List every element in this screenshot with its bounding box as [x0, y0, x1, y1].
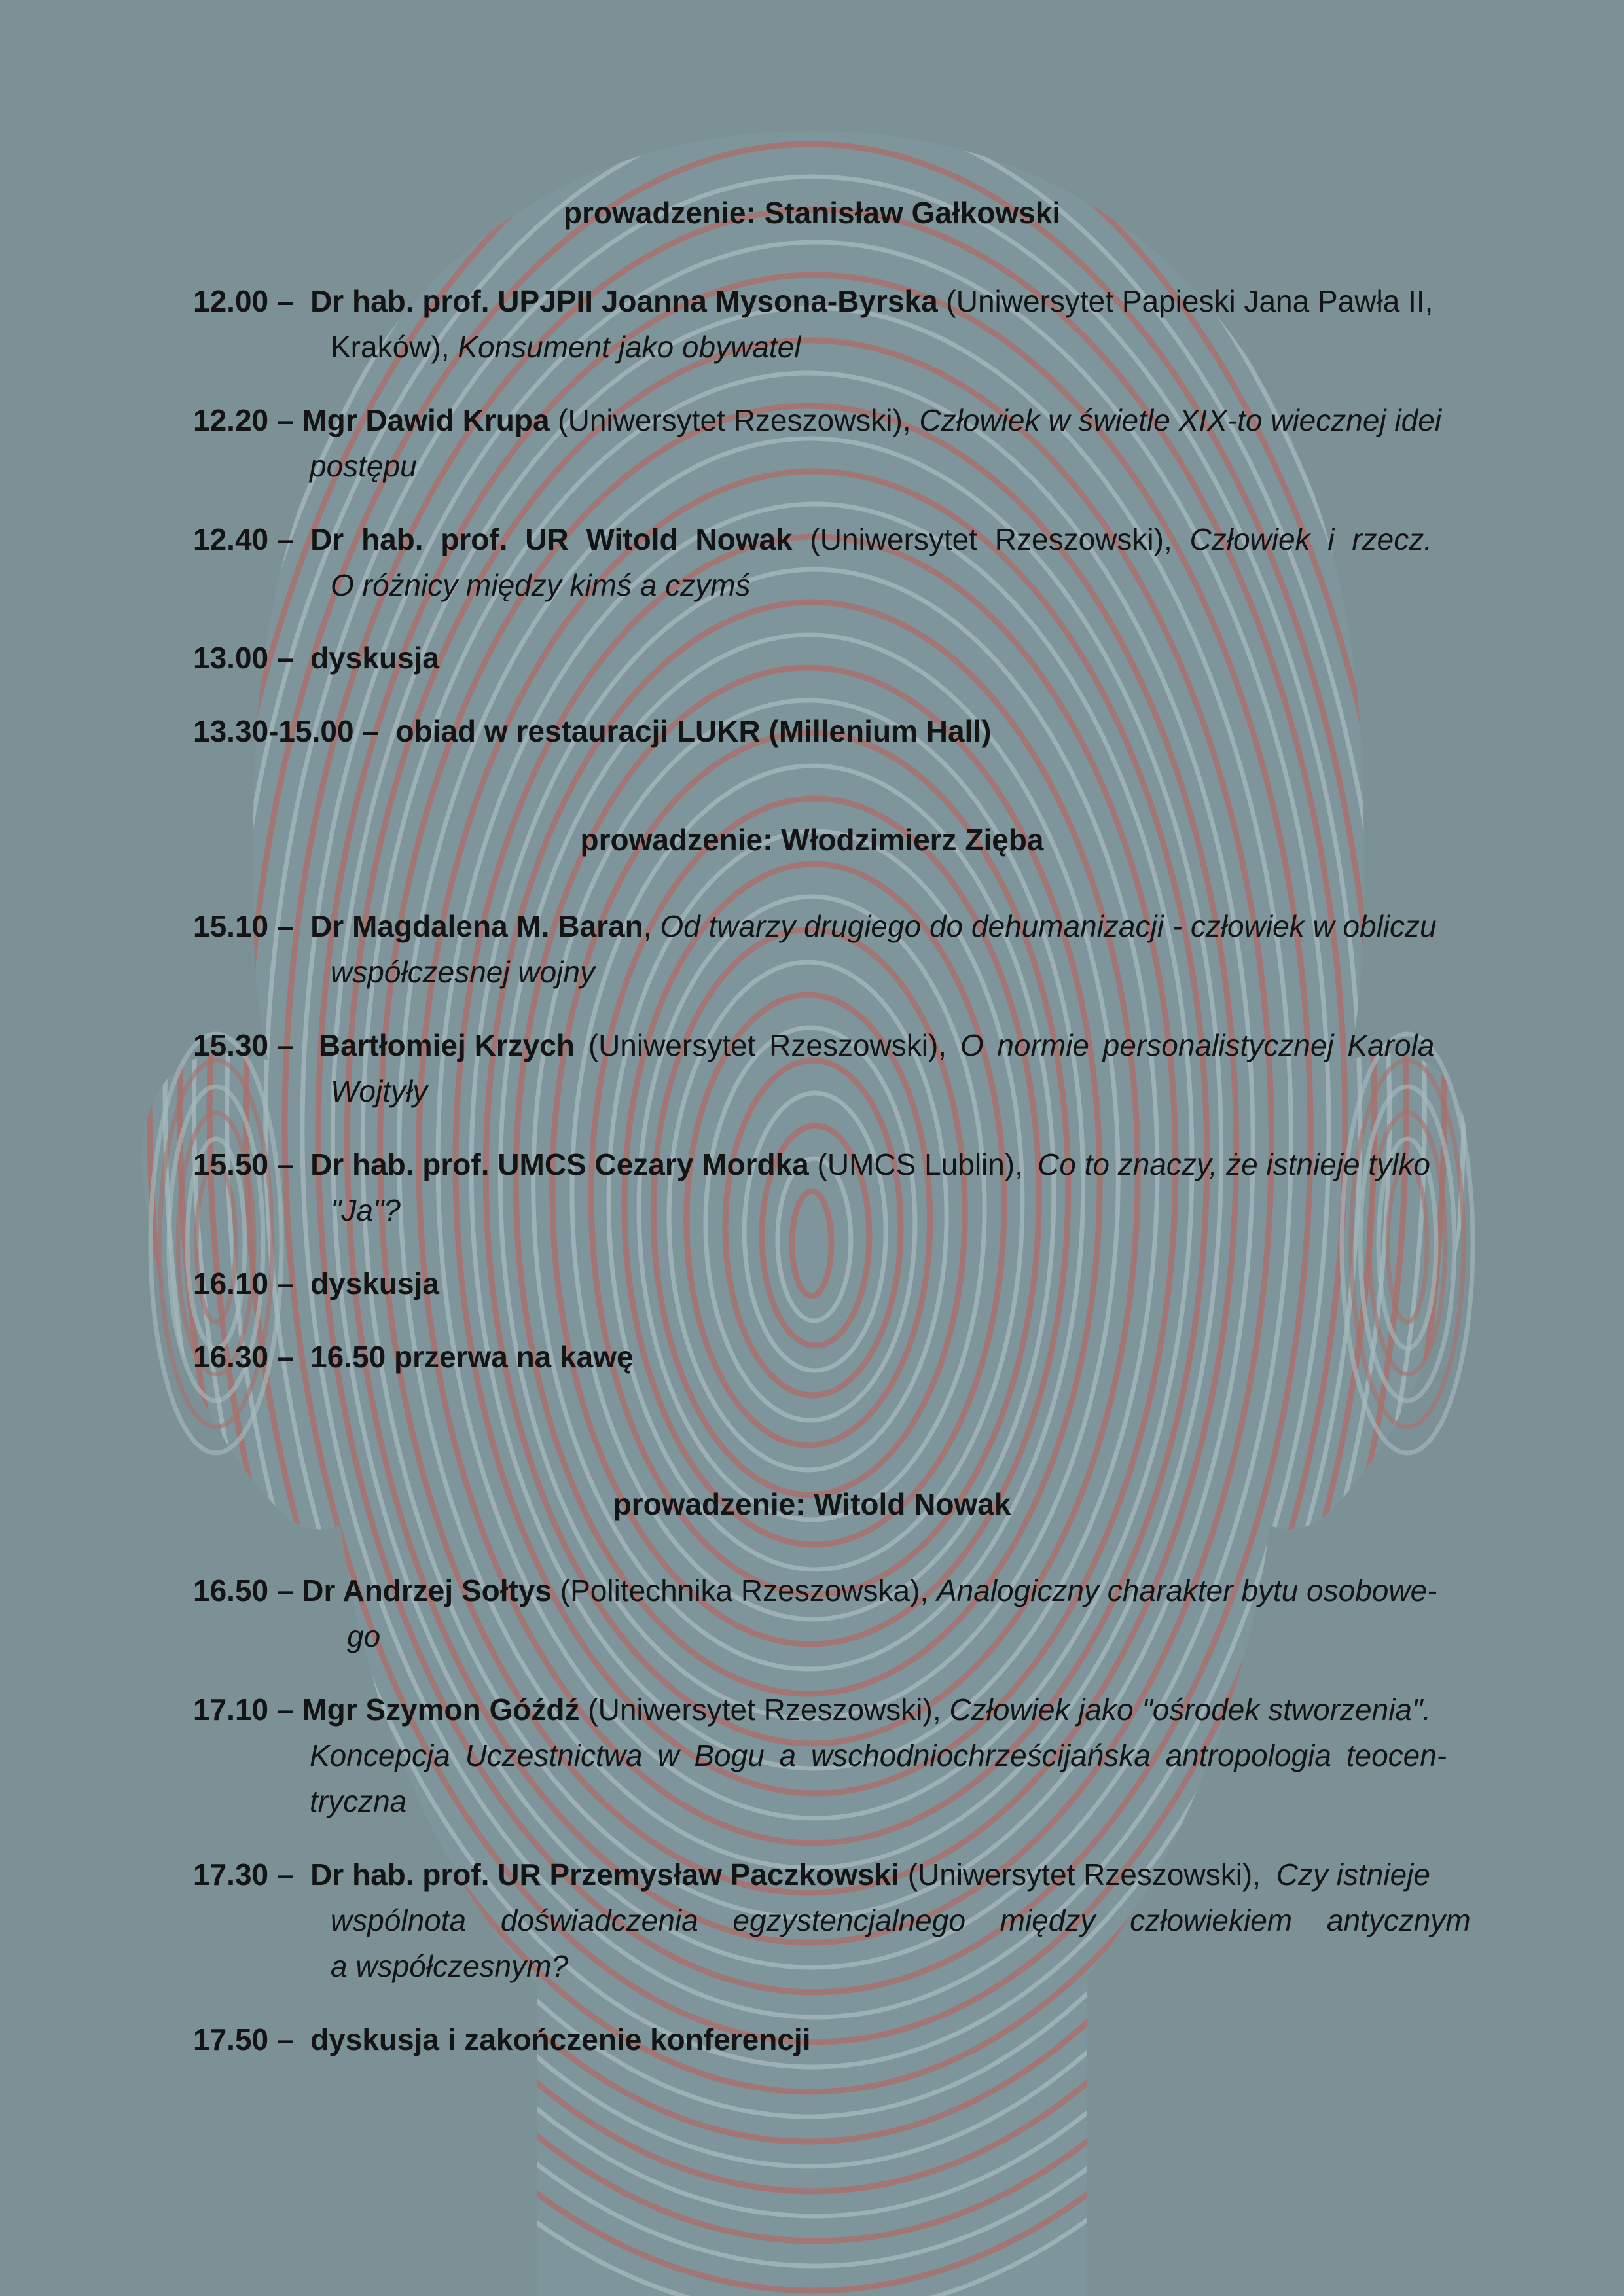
- talk-title: Czy istnieje: [1276, 1857, 1430, 1892]
- programme-entry: 12.20 – Mgr Dawid Krupa (Uniwersytet Rzeszowski), Człowiek w świetle XIX-to wiecznej idei postępu: [193, 397, 1430, 489]
- programme-entry: 13.30-15.00 – obiad w restauracji LUKR (Millenium Hall): [193, 714, 992, 748]
- talk-title: postępu: [310, 449, 417, 483]
- talk-title: Człowiek w świetle XIX-to wiecznej idei: [919, 403, 1442, 437]
- speaker-name: Mgr Dawid Krupa: [302, 403, 550, 437]
- talk-title: Wojtyły: [331, 1074, 428, 1108]
- programme-entry: 12.40 – Dr hab. prof. UR Witold Nowak (Uniwersytet Rzeszowski), Człowiek i rzecz. O różnicy między kimś a czymś: [193, 516, 1430, 608]
- talk-title: Analogiczny charakter bytu osobowe-: [936, 1573, 1437, 1607]
- talk-title: współczesnej wojny: [331, 955, 595, 989]
- talk-title: Od twarzy drugiego do dehumanizacji - człowiek w obliczu: [660, 909, 1437, 943]
- talk-title: O różnicy między kimś a czymś: [331, 568, 751, 602]
- speaker-affiliation: (Uniwersytet Rzeszowski),: [574, 1028, 960, 1062]
- event-label: 16.50 przerwa na kawę: [310, 1340, 634, 1374]
- programme-entry: 12.00 – Dr hab. prof. UPJPII Joanna Mysona-Byrska (Uniwersytet Papieski Jana Pawła II, Kraków), Konsument jako obywatel: [193, 278, 1430, 370]
- session-chair-heading: prowadzenie: Witold Nowak: [613, 1487, 1011, 1521]
- programme-entry: 17.30 – Dr hab. prof. UR Przemysław Paczkowski (Uniwersytet Rzeszowski), Czy istnieje wspólnota doświadczenia egzystencjalnego między człowiekiem antycznym a współczesnym?: [193, 1852, 1430, 1989]
- talk-title: tryczna: [310, 1784, 407, 1818]
- entry-time: 15.10: [193, 909, 269, 943]
- talk-title: Konsument jako obywatel: [458, 330, 801, 364]
- entry-time: 12.40: [193, 522, 269, 556]
- speaker-affiliation: (Uniwersytet Rzeszowski),: [549, 403, 920, 437]
- entry-time: 16.50: [193, 1573, 269, 1607]
- speaker-affiliation: ,: [643, 909, 660, 943]
- speaker-name: Dr Magdalena M. Baran: [310, 909, 643, 943]
- event-label: obiad w restauracji LUKR (Millenium Hall): [395, 714, 992, 748]
- speaker-name: Mgr Szymon Góźdź: [302, 1693, 580, 1727]
- session-chair-heading: prowadzenie: Stanisław Gałkowski: [563, 196, 1061, 230]
- speaker-name: Dr hab. prof. UMCS Cezary Mordka: [310, 1147, 809, 1181]
- entry-time: 17.10: [193, 1693, 269, 1727]
- session-chair-heading: prowadzenie: Włodzimierz Zięba: [580, 823, 1044, 857]
- talk-title: Człowiek i rzecz.: [1189, 522, 1433, 556]
- event-label: dyskusja: [310, 641, 439, 675]
- entry-time: 13.30-15.00: [193, 714, 354, 748]
- programme-entry: 15.50 – Dr hab. prof. UMCS Cezary Mordka (UMCS Lublin), Co to znaczy, że istnieje tylko "Ja"?: [193, 1141, 1430, 1233]
- entry-time: 12.00: [193, 284, 269, 318]
- talk-title: wspólnota doświadczenia egzystencjalnego między człowiekiem antycznym: [331, 1903, 1471, 1937]
- speaker-affiliation: (Uniwersytet Papieski Jana Pawła II,: [937, 284, 1434, 318]
- speaker-affiliation: (Uniwersytet Rzeszowski),: [899, 1857, 1269, 1892]
- speaker-name: Dr hab. prof. UR Witold Nowak: [310, 522, 793, 556]
- talk-title: Koncepcja Uczestnictwa w Bogu a wschodniochrześcijańska antropologia teocen-: [310, 1738, 1447, 1772]
- talk-title: Człowiek jako "ośrodek stworzenia".: [949, 1693, 1432, 1727]
- programme-entry: 17.10 – Mgr Szymon Góźdź (Uniwersytet Rzeszowski), Człowiek jako "ośrodek stworzenia". Koncepcja Uczestnictwa w Bogu a wschodniochrześcijańska antropologia teocen- tryczna: [193, 1687, 1430, 1824]
- speaker-name: Dr Andrzej Sołtys: [302, 1573, 552, 1607]
- entry-time: 15.50: [193, 1147, 269, 1181]
- speaker-affiliation: (UMCS Lublin),: [808, 1147, 1032, 1181]
- event-label: dyskusja: [310, 1266, 439, 1300]
- programme-entry: 16.50 – Dr Andrzej Sołtys (Politechnika Rzeszowska), Analogiczny charakter bytu osobowe- go: [193, 1568, 1430, 1659]
- entry-time: 15.30: [193, 1028, 269, 1062]
- speaker-name: Dr hab. prof. UR Przemysław Paczkowski: [310, 1857, 899, 1892]
- entry-time: 13.00: [193, 641, 269, 675]
- speaker-affiliation: Kraków),: [331, 330, 458, 364]
- speaker-affiliation: (Uniwersytet Rzeszowski),: [579, 1693, 950, 1727]
- event-label: dyskusja i zakończenie konferencji: [310, 2022, 811, 2056]
- programme-entry: 15.30 – Bartłomiej Krzych (Uniwersytet Rzeszowski), O normie personalistycznej Karola Wojtyły: [193, 1022, 1430, 1114]
- entry-time: 16.30: [193, 1340, 269, 1374]
- programme-entry: 13.00 – dyskusja: [193, 641, 439, 675]
- talk-title: Co to znaczy, że istnieje tylko: [1038, 1147, 1430, 1181]
- talk-title: "Ja"?: [331, 1193, 401, 1227]
- programme-entry: 17.50 – dyskusja i zakończenie konferencji: [193, 2022, 811, 2056]
- entry-time: 17.50: [193, 2022, 269, 2056]
- speaker-name: Dr hab. prof. UPJPII Joanna Mysona-Byrska: [310, 284, 938, 318]
- speaker-affiliation: (Uniwersytet Rzeszowski),: [792, 522, 1190, 556]
- entry-time: 16.10: [193, 1266, 269, 1300]
- entry-time: 17.30: [193, 1857, 269, 1892]
- talk-title: go: [347, 1619, 381, 1653]
- speaker-name: Bartłomiej Krzych: [318, 1028, 575, 1062]
- speaker-affiliation: (Politechnika Rzeszowska),: [551, 1573, 937, 1607]
- talk-title: a współczesnym?: [331, 1949, 569, 1983]
- talk-title: O normie personalistycznej Karola: [960, 1028, 1435, 1062]
- programme-entry: 15.10 – Dr Magdalena M. Baran, Od twarzy drugiego do dehumanizacji - człowiek w obliczu współczesnej wojny: [193, 903, 1430, 995]
- entry-time: 12.20: [193, 403, 269, 437]
- programme-entry: 16.30 – 16.50 przerwa na kawę: [193, 1340, 634, 1374]
- programme-entry: 16.10 – dyskusja: [193, 1266, 439, 1300]
